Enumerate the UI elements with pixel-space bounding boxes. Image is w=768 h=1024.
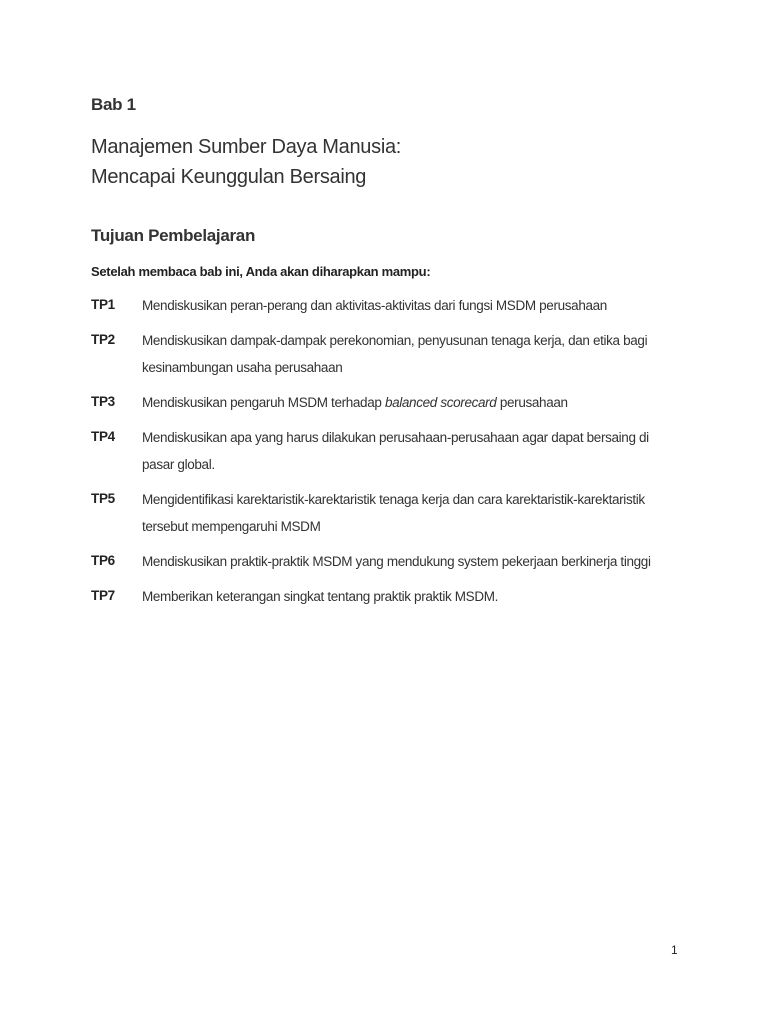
objective-code: TP5 xyxy=(91,491,115,506)
objective-item-tp2 xyxy=(91,327,671,381)
objective-item-tp4 xyxy=(91,424,671,478)
objective-code: TP2 xyxy=(91,332,115,347)
objective-text: Memberikan keterangan singkat tentang praktik praktik MSDM. xyxy=(142,589,499,604)
page-number: 1 xyxy=(671,943,678,957)
objective-item-tp7 xyxy=(91,583,671,610)
objective-text xyxy=(142,389,671,416)
objective-text: Mendiskusikan peran-perang dan aktivitas-aktivitas dari fungsi MSDM perusahaan xyxy=(142,298,607,313)
chapter-title-line-2: Mencapai Keunggulan Bersaing xyxy=(91,166,367,188)
objective-item-tp5 xyxy=(91,486,671,540)
objective-text: Mendiskusikan dampak-dampak perekonomian, penyusunan tenaga kerja, dan etika bagi kesinambungan usaha perusahaan xyxy=(142,333,648,375)
section-intro: Setelah membaca bab ini, Anda akan diharapkan mampu: xyxy=(91,264,431,279)
learning-objectives-list xyxy=(91,292,671,618)
objective-code: TP1 xyxy=(91,297,115,312)
objective-code: TP7 xyxy=(91,588,115,603)
objective-item-tp3 xyxy=(91,389,671,416)
objective-text: Mendiskusikan praktik-praktik MSDM yang mendukung system pekerjaan berkinerja tinggi xyxy=(142,554,651,569)
objective-code: TP3 xyxy=(91,394,115,409)
objective-text-before: Mendiskusikan pengaruh MSDM terhadap xyxy=(142,395,385,410)
objective-text: Mendiskusikan apa yang harus dilakukan perusahaan-perusahaan agar dapat bersaing di pasar global. xyxy=(142,430,649,472)
chapter-title-line-1: Manajemen Sumber Daya Manusia: xyxy=(91,136,402,158)
chapter-title xyxy=(91,132,401,192)
section-heading: Tujuan Pembelajaran xyxy=(91,226,256,245)
objective-text-after: perusahaan xyxy=(496,395,568,410)
chapter-label: Bab 1 xyxy=(91,95,136,114)
objective-code: TP6 xyxy=(91,553,115,568)
objective-code: TP4 xyxy=(91,429,115,444)
objective-item-tp1 xyxy=(91,292,671,319)
objective-text-italic: balanced scorecard xyxy=(384,395,497,410)
objective-item-tp6 xyxy=(91,548,671,575)
objective-text: Mengidentifikasi karektaristik-karektaristik tenaga kerja dan cara karektaristik-karektaristik tersebut mempengaruhi MSDM xyxy=(142,492,645,534)
